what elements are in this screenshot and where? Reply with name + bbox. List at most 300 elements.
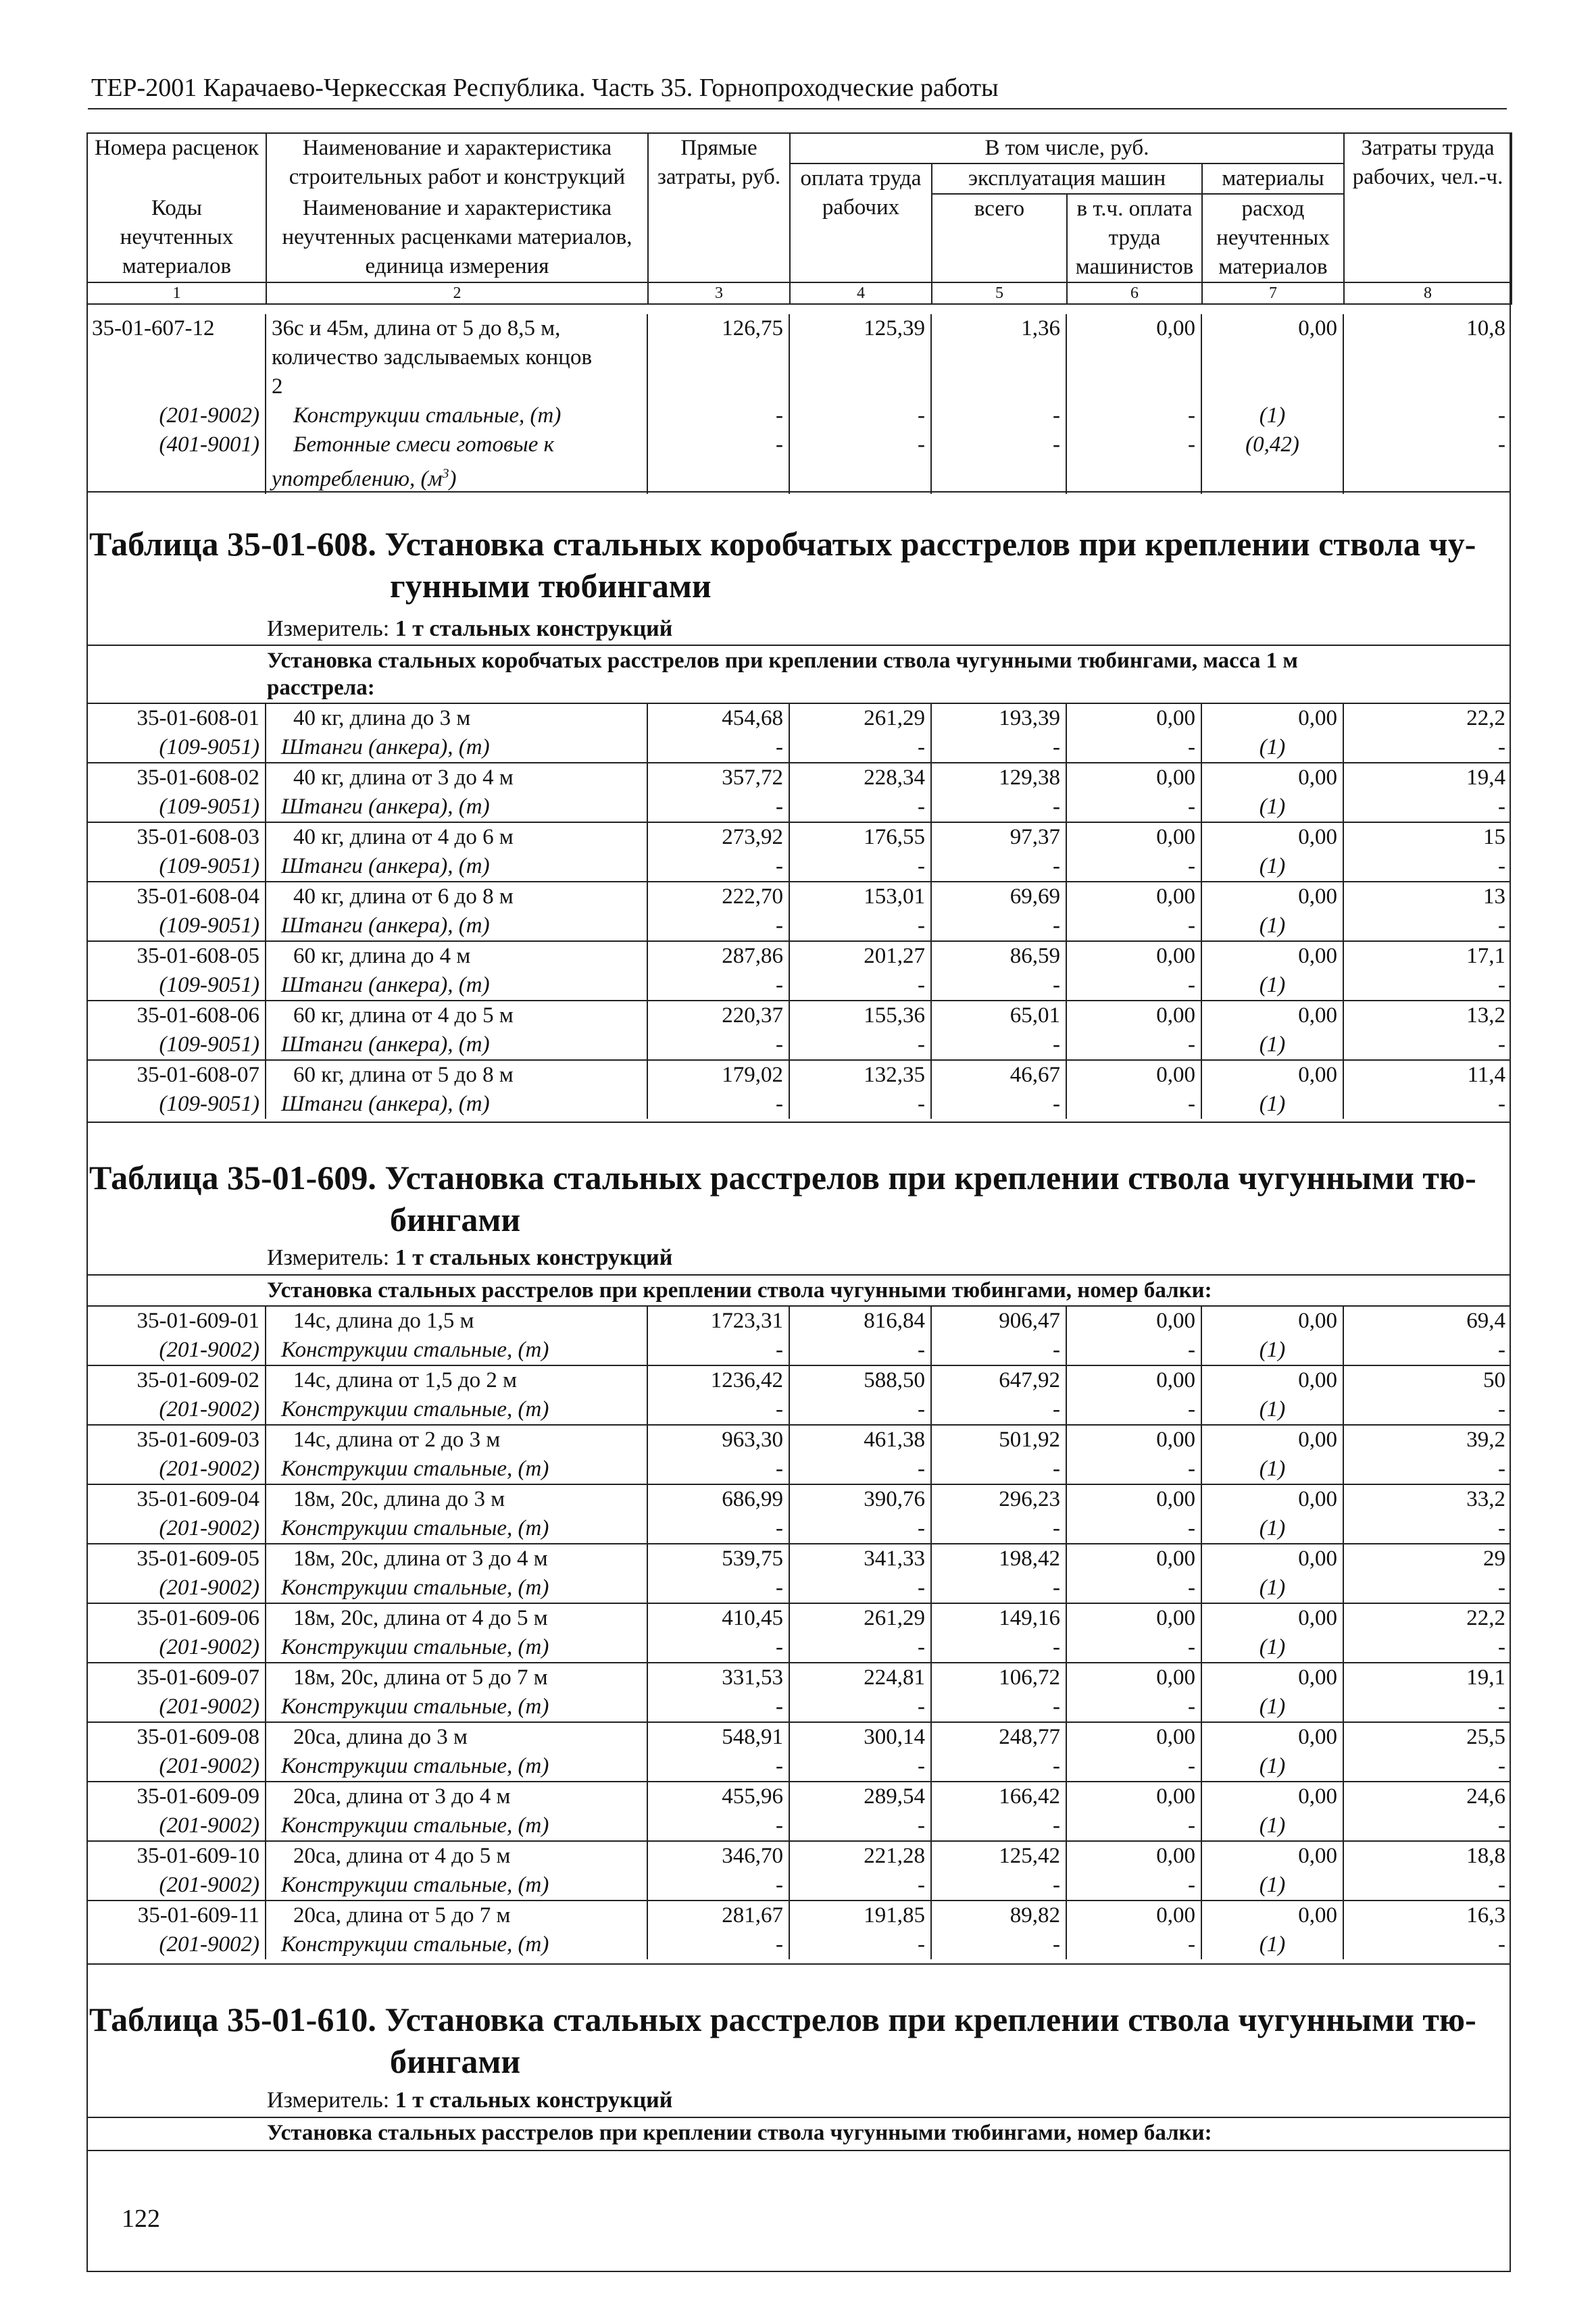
machines-total: - bbox=[931, 1752, 1066, 1782]
material-name bbox=[266, 430, 647, 494]
rate-code: 35-01-609-04 bbox=[86, 1484, 266, 1514]
material-name: Конструкции стальные, (т) bbox=[266, 1574, 647, 1603]
material-name: Конструкции стальные, (т) bbox=[266, 1752, 647, 1782]
wages: - bbox=[789, 1574, 931, 1603]
machinists-wages: - bbox=[1066, 852, 1201, 882]
machinists-wages: 0,00 bbox=[1066, 1544, 1201, 1574]
labor: - bbox=[1498, 1092, 1505, 1116]
labor: 10,8 bbox=[1466, 316, 1505, 341]
wages: - bbox=[789, 852, 931, 882]
wages: 289,54 bbox=[789, 1782, 931, 1811]
rate-code: 35-01-608-05 bbox=[86, 941, 266, 971]
machinists-wages: 0,00 bbox=[1066, 941, 1201, 971]
machines-total: - bbox=[931, 401, 1066, 430]
machinists-wages: 0,00 bbox=[1066, 1722, 1201, 1752]
direct-costs: 1236,42 bbox=[647, 1365, 789, 1395]
work-name: 40 кг, длина от 3 до 4 м bbox=[266, 763, 647, 793]
machinists-wages: 0,00 bbox=[1066, 1484, 1201, 1514]
materials: 0,00 bbox=[1201, 314, 1343, 401]
labor: 19,1 bbox=[1343, 1663, 1511, 1692]
work-name-line: количество задслываемых концов bbox=[272, 345, 593, 370]
machines-total: - bbox=[931, 1514, 1066, 1544]
work-name: 20са, длина от 4 до 5 м bbox=[266, 1841, 647, 1871]
material-row bbox=[86, 1752, 1511, 1782]
machinists-wages: - bbox=[1066, 1692, 1201, 1722]
material-name: Штанги (анкера), (т) bbox=[266, 1090, 647, 1119]
materials: (1) bbox=[1201, 1633, 1343, 1663]
rate-code: 35-01-608-06 bbox=[86, 1001, 266, 1030]
labor: - bbox=[1498, 1932, 1505, 1957]
wages: - bbox=[789, 1871, 931, 1901]
machines-total: - bbox=[931, 1930, 1066, 1959]
wages: - bbox=[789, 430, 931, 494]
direct-costs: 331,53 bbox=[647, 1663, 789, 1692]
labor: 24,6 bbox=[1343, 1782, 1511, 1811]
title-line: бингами bbox=[390, 2042, 521, 2080]
table-610-measure bbox=[267, 2088, 672, 2113]
labor: - bbox=[1498, 1873, 1505, 1897]
machines-total: - bbox=[931, 1633, 1066, 1663]
table-609-measure bbox=[267, 1245, 672, 1271]
header-machines-total: всего bbox=[932, 194, 1067, 282]
table-row bbox=[86, 822, 1511, 852]
wages: 228,34 bbox=[789, 763, 931, 793]
superscript: 3 bbox=[442, 466, 449, 481]
materials: (1) bbox=[1201, 1930, 1343, 1959]
wages: - bbox=[789, 1514, 931, 1544]
title-line: Таблица 35-01-608. Установка стальных коробчатых расстрелов при креплении ствола чу- bbox=[89, 525, 1476, 563]
materials: (1) bbox=[1201, 1455, 1343, 1484]
machinists-wages: - bbox=[1066, 733, 1201, 763]
labor: 16,3 bbox=[1343, 1901, 1511, 1930]
header-materials: материалы bbox=[1202, 164, 1344, 194]
labor: - bbox=[1498, 795, 1505, 819]
labor: 22,2 bbox=[1343, 703, 1511, 733]
direct-costs: - bbox=[647, 1752, 789, 1782]
material-row bbox=[86, 733, 1511, 763]
machines-total: - bbox=[931, 1811, 1066, 1841]
wages: 176,55 bbox=[789, 822, 931, 852]
machinists-wages: 0,00 bbox=[1066, 1663, 1201, 1692]
materials: (1) bbox=[1201, 401, 1343, 430]
materials: 0,00 bbox=[1201, 882, 1343, 911]
header-rate-number: Номера расценок bbox=[87, 133, 266, 194]
header-work-name: Наименование и характеристика строительных работ и конструкций bbox=[266, 133, 648, 194]
running-header: ТЕР-2001 Карачаево-Черкесская Республика. Часть 35. Горнопроходческие работы bbox=[91, 74, 999, 102]
wages: 390,76 bbox=[789, 1484, 931, 1514]
wages: 341,33 bbox=[789, 1544, 931, 1574]
wages: - bbox=[789, 733, 931, 763]
machinists-wages: 0,00 bbox=[1066, 1306, 1201, 1336]
direct-costs: 222,70 bbox=[647, 882, 789, 911]
materials: 0,00 bbox=[1201, 941, 1343, 971]
header-material-names: Наименование и характеристика неучтенных расценками материалов, единица измерения bbox=[266, 194, 648, 282]
table-row bbox=[86, 941, 1511, 971]
direct-costs: - bbox=[647, 430, 789, 494]
work-name bbox=[266, 314, 647, 401]
materials: 0,00 bbox=[1201, 1544, 1343, 1574]
table-row bbox=[86, 314, 1511, 401]
rate-code: 35-01-608-01 bbox=[86, 703, 266, 733]
direct-costs: 273,92 bbox=[647, 822, 789, 852]
materials: 0,00 bbox=[1201, 1663, 1343, 1692]
rate-code: 35-01-608-07 bbox=[86, 1060, 266, 1090]
wages: 300,14 bbox=[789, 1722, 931, 1752]
table-rule bbox=[86, 491, 1511, 493]
table-608-measure bbox=[267, 616, 672, 642]
page-number: 122 bbox=[122, 2205, 160, 2233]
machinists-wages: 0,00 bbox=[1066, 1782, 1201, 1811]
table-rule bbox=[86, 2150, 1511, 2151]
material-code: (201-9002) bbox=[86, 1336, 266, 1365]
material-code: (201-9002) bbox=[86, 1574, 266, 1603]
material-row bbox=[86, 1455, 1511, 1484]
machines-total: 198,42 bbox=[931, 1544, 1066, 1574]
material-row bbox=[86, 1633, 1511, 1663]
direct-costs: - bbox=[647, 401, 789, 430]
rate-code: 35-01-608-04 bbox=[86, 882, 266, 911]
table-610-caption: Установка стальных расстрелов при креплении ствола чугунными тюбингами, номер балки: bbox=[267, 2121, 1212, 2145]
rate-code: 35-01-609-11 bbox=[86, 1901, 266, 1930]
labor: 19,4 bbox=[1343, 763, 1511, 793]
work-name: 18м, 20с, длина от 3 до 4 м bbox=[266, 1544, 647, 1574]
caption-line: Установка стальных коробчатых расстрелов при креплении ствола чугунными тюбингами, масса 1 м bbox=[267, 649, 1298, 673]
materials: 0,00 bbox=[1201, 1484, 1343, 1514]
title-line: бингами bbox=[390, 1201, 521, 1238]
header-col-number: 2 bbox=[266, 282, 648, 304]
measure-label: Измеритель: bbox=[267, 2088, 390, 2113]
wages: 221,28 bbox=[789, 1841, 931, 1871]
material-name: Конструкции стальные, (т) bbox=[266, 1930, 647, 1959]
table-row bbox=[86, 882, 1511, 911]
material-name: Конструкции стальные, (т) bbox=[266, 1871, 647, 1901]
material-name: Штанги (анкера), (т) bbox=[266, 852, 647, 882]
labor: - bbox=[1498, 1635, 1505, 1659]
table-rule bbox=[86, 2117, 1511, 2118]
work-name: 60 кг, длина от 4 до 5 м bbox=[266, 1001, 647, 1030]
machines-total: 248,77 bbox=[931, 1722, 1066, 1752]
wages: - bbox=[789, 1030, 931, 1060]
header-machines: эксплуатация машин bbox=[932, 164, 1202, 194]
wages: - bbox=[789, 1336, 931, 1365]
materials: (1) bbox=[1201, 1871, 1343, 1901]
materials: 0,00 bbox=[1201, 1841, 1343, 1871]
header-materials-used: расход неучтенных материалов bbox=[1202, 194, 1344, 282]
wages: - bbox=[789, 401, 931, 430]
wages: 155,36 bbox=[789, 1001, 931, 1030]
machinists-wages: - bbox=[1066, 1752, 1201, 1782]
machines-total: - bbox=[931, 430, 1066, 494]
measure-label: Измеритель: bbox=[267, 616, 390, 641]
labor: 25,5 bbox=[1343, 1722, 1511, 1752]
work-name: 20са, длина до 3 м bbox=[266, 1722, 647, 1752]
direct-costs: 454,68 bbox=[647, 703, 789, 733]
machines-total: - bbox=[931, 911, 1066, 941]
rate-code: 35-01-607-12 bbox=[86, 314, 266, 401]
header-col-number: 5 bbox=[932, 282, 1067, 304]
rate-code: 35-01-609-05 bbox=[86, 1544, 266, 1574]
work-name: 18м, 20с, длина до 3 м bbox=[266, 1484, 647, 1514]
machines-total: 125,42 bbox=[931, 1841, 1066, 1871]
machinists-wages: - bbox=[1066, 1030, 1201, 1060]
header-machinists: в т.ч. оплата труда машинистов bbox=[1067, 194, 1202, 282]
wages: - bbox=[789, 1752, 931, 1782]
machinists-wages: 0,00 bbox=[1066, 1841, 1201, 1871]
header-col-number: 4 bbox=[790, 282, 932, 304]
direct-costs: - bbox=[647, 1871, 789, 1901]
header-col-number: 6 bbox=[1067, 282, 1202, 304]
materials: (1) bbox=[1201, 852, 1343, 882]
direct-costs: 963,30 bbox=[647, 1425, 789, 1455]
material-name: Штанги (анкера), (т) bbox=[266, 971, 647, 1001]
machinists-wages: - bbox=[1066, 430, 1201, 494]
labor: 15 bbox=[1343, 822, 1511, 852]
wages: - bbox=[789, 1811, 931, 1841]
machines-total: 86,59 bbox=[931, 941, 1066, 971]
material-code: (109-9051) bbox=[86, 911, 266, 941]
wages: - bbox=[789, 1455, 931, 1484]
work-name: 60 кг, длина до 4 м bbox=[266, 941, 647, 971]
table-608-body bbox=[86, 703, 1511, 1119]
material-code: (109-9051) bbox=[86, 793, 266, 822]
materials: (1) bbox=[1201, 793, 1343, 822]
material-row bbox=[86, 1030, 1511, 1060]
material-code: (201-9002) bbox=[86, 1395, 266, 1425]
direct-costs: - bbox=[647, 793, 789, 822]
labor: 33,2 bbox=[1343, 1484, 1511, 1514]
material-code: (109-9051) bbox=[86, 1030, 266, 1060]
material-name: Штанги (анкера), (т) bbox=[266, 1030, 647, 1060]
machinists-wages: - bbox=[1066, 911, 1201, 941]
rate-code: 35-01-608-03 bbox=[86, 822, 266, 852]
rate-code: 35-01-609-10 bbox=[86, 1841, 266, 1871]
material-row bbox=[86, 1930, 1511, 1959]
material-name: Конструкции стальные, (т) bbox=[266, 1336, 647, 1365]
machinists-wages: 0,00 bbox=[1066, 1603, 1201, 1633]
material-row bbox=[86, 911, 1511, 941]
machinists-wages: - bbox=[1066, 1811, 1201, 1841]
machinists-wages: 0,00 bbox=[1066, 822, 1201, 852]
machinists-wages: 0,00 bbox=[1066, 763, 1201, 793]
table-rule bbox=[86, 1122, 1511, 1123]
machines-total: 166,42 bbox=[931, 1782, 1066, 1811]
direct-costs: - bbox=[647, 911, 789, 941]
material-code: (201-9002) bbox=[86, 1871, 266, 1901]
direct-costs: - bbox=[647, 971, 789, 1001]
labor: - bbox=[1498, 1457, 1505, 1481]
machines-total: - bbox=[931, 733, 1066, 763]
direct-costs: - bbox=[647, 1514, 789, 1544]
table-row bbox=[86, 1782, 1511, 1811]
machinists-wages: - bbox=[1066, 971, 1201, 1001]
table-row bbox=[86, 1484, 1511, 1514]
machines-total: 69,69 bbox=[931, 882, 1066, 911]
machinists-wages: - bbox=[1066, 1633, 1201, 1663]
labor: - bbox=[1498, 1397, 1505, 1422]
rate-code: 35-01-609-02 bbox=[86, 1365, 266, 1395]
measure-value: 1 т стальных конструкций bbox=[395, 2088, 673, 2113]
material-row bbox=[86, 1574, 1511, 1603]
materials: (1) bbox=[1201, 1692, 1343, 1722]
machinists-wages: 0,00 bbox=[1066, 1365, 1201, 1395]
material-code: (401-9001) bbox=[86, 430, 266, 494]
wages: - bbox=[789, 1395, 931, 1425]
direct-costs: 410,45 bbox=[647, 1603, 789, 1633]
wages: - bbox=[789, 1090, 931, 1119]
material-name: Конструкции стальные, (т) bbox=[266, 1455, 647, 1484]
labor: 29 bbox=[1343, 1544, 1511, 1574]
rate-code: 35-01-609-06 bbox=[86, 1603, 266, 1633]
machinists-wages: 0,00 bbox=[1066, 703, 1201, 733]
table-row bbox=[86, 1001, 1511, 1030]
direct-costs: - bbox=[647, 852, 789, 882]
work-name: 14с, длина до 1,5 м bbox=[266, 1306, 647, 1336]
column-header-table bbox=[86, 132, 1512, 305]
table-609-body bbox=[86, 1305, 1511, 1959]
machines-total: 1,36 bbox=[931, 314, 1066, 401]
wages: - bbox=[789, 1930, 931, 1959]
labor: 18,8 bbox=[1343, 1841, 1511, 1871]
machinists-wages: 0,00 bbox=[1066, 314, 1201, 401]
table-609-caption: Установка стальных расстрелов при креплении ствола чугунными тюбингами, номер балки: bbox=[267, 1278, 1212, 1303]
labor: 13,2 bbox=[1343, 1001, 1511, 1030]
rate-code: 35-01-608-02 bbox=[86, 763, 266, 793]
table-row bbox=[86, 1722, 1511, 1752]
materials: (1) bbox=[1201, 1336, 1343, 1365]
material-code: (109-9051) bbox=[86, 971, 266, 1001]
direct-costs: - bbox=[647, 1336, 789, 1365]
machines-total: 46,67 bbox=[931, 1060, 1066, 1090]
material-name-line: Бетонные смеси готовые к bbox=[293, 432, 555, 457]
labor: 17,1 bbox=[1343, 941, 1511, 971]
labor: 39,2 bbox=[1343, 1425, 1511, 1455]
machines-total: 89,82 bbox=[931, 1901, 1066, 1930]
machines-total: 149,16 bbox=[931, 1603, 1066, 1633]
direct-costs: - bbox=[647, 1633, 789, 1663]
material-row bbox=[86, 1811, 1511, 1841]
table-608-caption bbox=[267, 647, 1298, 701]
title-line: Таблица 35-01-609. Установка стальных расстрелов при креплении ствола чугунными тю- bbox=[89, 1159, 1476, 1197]
materials: (0,42) bbox=[1201, 430, 1343, 494]
work-name-line: 36с и 45м, длина от 5 до 8,5 м, bbox=[272, 316, 561, 341]
direct-costs: - bbox=[647, 1395, 789, 1425]
direct-costs: 126,75 bbox=[647, 314, 789, 401]
measure-label: Измеритель: bbox=[267, 1245, 390, 1270]
machinists-wages: - bbox=[1066, 1514, 1201, 1544]
work-name: 60 кг, длина от 5 до 8 м bbox=[266, 1060, 647, 1090]
machines-total: - bbox=[931, 1871, 1066, 1901]
materials: 0,00 bbox=[1201, 703, 1343, 733]
rate-code: 35-01-609-08 bbox=[86, 1722, 266, 1752]
materials: 0,00 bbox=[1201, 1425, 1343, 1455]
machines-total: 97,37 bbox=[931, 822, 1066, 852]
table-row bbox=[86, 1365, 1511, 1395]
materials: 0,00 bbox=[1201, 1901, 1343, 1930]
labor: - bbox=[1498, 973, 1505, 997]
direct-costs: 1723,31 bbox=[647, 1306, 789, 1336]
materials: (1) bbox=[1201, 911, 1343, 941]
wages: 224,81 bbox=[789, 1663, 931, 1692]
materials: (1) bbox=[1201, 1030, 1343, 1060]
wages: 261,29 bbox=[789, 703, 931, 733]
labor: - bbox=[1498, 1813, 1505, 1838]
caption-line: расстрела: bbox=[267, 676, 375, 700]
labor: 50 bbox=[1343, 1365, 1511, 1395]
material-name-line: употреблению, (м bbox=[272, 467, 443, 491]
header-labor: Затраты труда рабочих, чел.-ч. bbox=[1344, 133, 1512, 282]
material-name: Штанги (анкера), (т) bbox=[266, 733, 647, 763]
materials: 0,00 bbox=[1201, 1060, 1343, 1090]
header-wages: оплата труда рабочих bbox=[790, 164, 932, 282]
work-name: 14с, длина от 2 до 3 м bbox=[266, 1425, 647, 1455]
header-col-number: 3 bbox=[648, 282, 790, 304]
work-name: 40 кг, длина до 3 м bbox=[266, 703, 647, 733]
machines-total: 129,38 bbox=[931, 763, 1066, 793]
title-line: Таблица 35-01-610. Установка стальных расстрелов при креплении ствола чугунными тю- bbox=[89, 2001, 1476, 2038]
measure-value: 1 т стальных конструкций bbox=[395, 616, 673, 641]
wages: 816,84 bbox=[789, 1306, 931, 1336]
wages: 588,50 bbox=[789, 1365, 931, 1395]
measure-value: 1 т стальных конструкций bbox=[395, 1245, 673, 1270]
materials: 0,00 bbox=[1201, 1782, 1343, 1811]
materials: (1) bbox=[1201, 971, 1343, 1001]
direct-costs: - bbox=[647, 1574, 789, 1603]
material-row bbox=[86, 1336, 1511, 1365]
direct-costs: - bbox=[647, 1692, 789, 1722]
header-col-number: 7 bbox=[1202, 282, 1344, 304]
labor: - bbox=[1498, 854, 1505, 878]
material-code: (109-9051) bbox=[86, 1090, 266, 1119]
material-code: (201-9002) bbox=[86, 1633, 266, 1663]
material-row bbox=[86, 1090, 1511, 1119]
work-name: 14с, длина от 1,5 до 2 м bbox=[266, 1365, 647, 1395]
materials: 0,00 bbox=[1201, 822, 1343, 852]
table-610-title bbox=[89, 1998, 1476, 2082]
direct-costs: 548,91 bbox=[647, 1722, 789, 1752]
labor: - bbox=[1498, 1694, 1505, 1719]
materials: 0,00 bbox=[1201, 1001, 1343, 1030]
material-code: (201-9002) bbox=[86, 401, 266, 430]
material-row bbox=[86, 1871, 1511, 1901]
table-609-title bbox=[89, 1157, 1476, 1240]
material-code: (201-9002) bbox=[86, 1930, 266, 1959]
machinists-wages: - bbox=[1066, 1336, 1201, 1365]
material-name: Конструкции стальные, (т) bbox=[266, 1395, 647, 1425]
direct-costs: 179,02 bbox=[647, 1060, 789, 1090]
machines-total: 906,47 bbox=[931, 1306, 1066, 1336]
wages: - bbox=[789, 971, 931, 1001]
material-name: Конструкции стальные, (т) bbox=[266, 401, 647, 430]
wages: - bbox=[789, 1692, 931, 1722]
material-row bbox=[86, 852, 1511, 882]
header-rule bbox=[88, 108, 1507, 109]
materials: 0,00 bbox=[1201, 1603, 1343, 1633]
direct-costs: 281,67 bbox=[647, 1901, 789, 1930]
direct-costs: 287,86 bbox=[647, 941, 789, 971]
direct-costs: 455,96 bbox=[647, 1782, 789, 1811]
direct-costs: 686,99 bbox=[647, 1484, 789, 1514]
rate-code: 35-01-609-07 bbox=[86, 1663, 266, 1692]
machinists-wages: - bbox=[1066, 1090, 1201, 1119]
table-rule bbox=[86, 645, 1511, 646]
wages: 261,29 bbox=[789, 1603, 931, 1633]
work-name: 18м, 20с, длина от 4 до 5 м bbox=[266, 1603, 647, 1633]
material-code: (201-9002) bbox=[86, 1455, 266, 1484]
table-row bbox=[86, 1544, 1511, 1574]
labor: - bbox=[1498, 403, 1505, 428]
material-code: (201-9002) bbox=[86, 1514, 266, 1544]
labor: - bbox=[1498, 1516, 1505, 1540]
